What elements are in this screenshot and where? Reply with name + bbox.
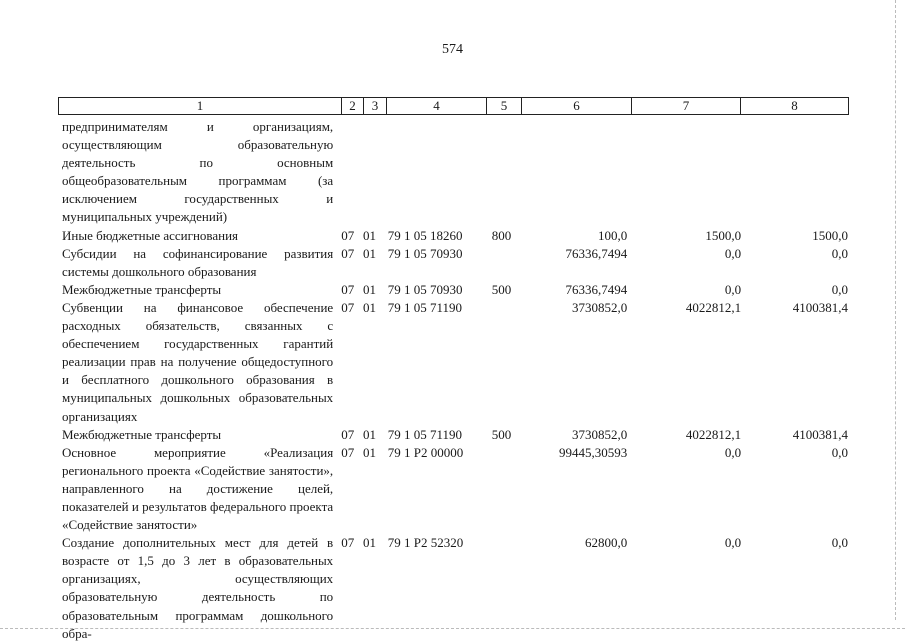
column-header-1: 1 xyxy=(59,98,342,114)
row-section: 07 xyxy=(341,281,355,297)
page-number: 574 xyxy=(442,42,463,57)
row-target-article: 79 1 P2 00000 xyxy=(387,444,464,460)
table-body xyxy=(58,118,848,643)
row-subsection: 01 xyxy=(362,444,376,460)
row-amount-6: 3730852,0 xyxy=(572,426,628,442)
table-row xyxy=(58,426,848,444)
row-amount-7: 0,0 xyxy=(724,245,742,261)
row-section: 07 xyxy=(341,535,355,551)
table-row xyxy=(58,534,848,643)
row-expense-type: 500 xyxy=(491,281,512,297)
row-amount-8: 4100381,4 xyxy=(792,426,849,442)
row-amount-7: 0,0 xyxy=(724,281,742,297)
row-section: 07 xyxy=(341,227,355,243)
row-amount-7: 0,0 xyxy=(724,535,742,551)
row-section: 07 xyxy=(341,426,355,442)
row-expense-type: 800 xyxy=(491,227,512,243)
row-target-article: 79 1 05 71190 xyxy=(387,426,463,442)
row-amount-8 xyxy=(741,118,848,227)
row-target-article: 79 1 05 70930 xyxy=(387,245,463,261)
table-row xyxy=(58,227,848,245)
row-subsection xyxy=(363,118,385,227)
column-header-6: 6 xyxy=(522,98,632,114)
row-amount-6: 76336,7494 xyxy=(565,245,628,261)
row-subsection: 01 xyxy=(362,426,376,442)
row-amount-7 xyxy=(627,118,741,227)
scan-edge-right xyxy=(895,0,897,620)
column-header-3: 3 xyxy=(364,98,387,114)
row-subsection: 01 xyxy=(362,535,376,551)
row-subsection: 01 xyxy=(362,227,376,243)
row-amount-6: 76336,7494 xyxy=(565,281,628,297)
row-amount-8: 0,0 xyxy=(831,444,849,460)
row-section: 07 xyxy=(341,245,355,261)
scan-edge-bottom xyxy=(0,628,905,630)
row-expense-type xyxy=(489,534,529,643)
row-section xyxy=(333,118,363,227)
row-description: Субсидии на софинансирование развития системы дошкольного образования xyxy=(62,245,334,279)
row-target-article: 79 1 P2 52320 xyxy=(387,535,464,551)
table-header xyxy=(58,97,849,115)
column-header-8: 8 xyxy=(791,98,798,113)
row-description: Создание дополнительных мест для детей в возрасте от 1,5 до 3 лет в образовательных организациях, осуществляющих образовательную деятельность по образовательным программам дошкольного обра- xyxy=(62,535,334,641)
row-expense-type xyxy=(489,444,529,534)
row-description: Межбюджетные трансферты xyxy=(62,426,222,442)
row-subsection: 01 xyxy=(362,281,376,297)
row-target-article: 79 1 05 71190 xyxy=(387,299,463,315)
row-subsection: 01 xyxy=(362,299,376,315)
table-row xyxy=(58,245,848,281)
row-amount-7: 0,0 xyxy=(724,444,742,460)
row-subsection: 01 xyxy=(362,245,376,261)
row-amount-6: 62800,0 xyxy=(585,535,628,551)
row-expense-type: 500 xyxy=(491,426,512,442)
row-amount-8: 0,0 xyxy=(831,281,849,297)
table-row xyxy=(58,281,848,299)
row-amount-7: 4022812,1 xyxy=(685,426,742,442)
row-expense-type xyxy=(489,118,529,227)
row-amount-8: 4100381,4 xyxy=(792,299,849,315)
row-section: 07 xyxy=(341,444,355,460)
row-section: 07 xyxy=(341,299,355,315)
row-description: Межбюджетные трансферты xyxy=(62,281,222,297)
column-header-4: 4 xyxy=(387,98,487,114)
row-amount-7: 1500,0 xyxy=(705,227,742,243)
row-amount-6: 100,0 xyxy=(598,227,628,243)
column-header-5: 5 xyxy=(487,98,522,114)
row-expense-type xyxy=(489,245,529,281)
row-amount-6 xyxy=(528,118,627,227)
row-description: предпринимателям и организациям, осуществляющим образовательную деятельность по основным общеобразовательным программам (за исключением государственных и муниципальных учреждений) xyxy=(62,119,334,225)
row-amount-8: 0,0 xyxy=(831,535,849,551)
row-amount-6: 99445,30593 xyxy=(559,444,628,460)
row-amount-6: 3730852,0 xyxy=(572,299,628,315)
table-row xyxy=(58,444,848,534)
row-amount-8: 0,0 xyxy=(831,245,849,261)
row-description: Субвенции на финансовое обеспечение расходных обязательств, связанных с обеспечением государственных гарантий реализации прав на получение общедоступного и бесплатного дошкольного образования в муниципальных дошкольных образовательных организациях xyxy=(62,299,334,424)
column-header-7: 7 xyxy=(632,98,741,114)
row-target-article xyxy=(385,118,489,227)
row-amount-7: 4022812,1 xyxy=(685,299,742,315)
row-description: Иные бюджетные ассигнования xyxy=(62,227,239,243)
row-target-article: 79 1 05 70930 xyxy=(387,281,463,297)
column-header-2: 2 xyxy=(342,98,364,114)
row-target-article: 79 1 05 18260 xyxy=(387,227,463,243)
row-amount-8: 1500,0 xyxy=(812,227,849,243)
row-description: Основное мероприятие «Реализация регионального проекта «Содействие занятости», направленного на достижение целей, показателей и результатов федерального проекта «Содействие занятости» xyxy=(62,444,334,533)
table-row xyxy=(58,118,848,227)
table-row xyxy=(58,299,848,426)
row-expense-type xyxy=(489,299,529,426)
